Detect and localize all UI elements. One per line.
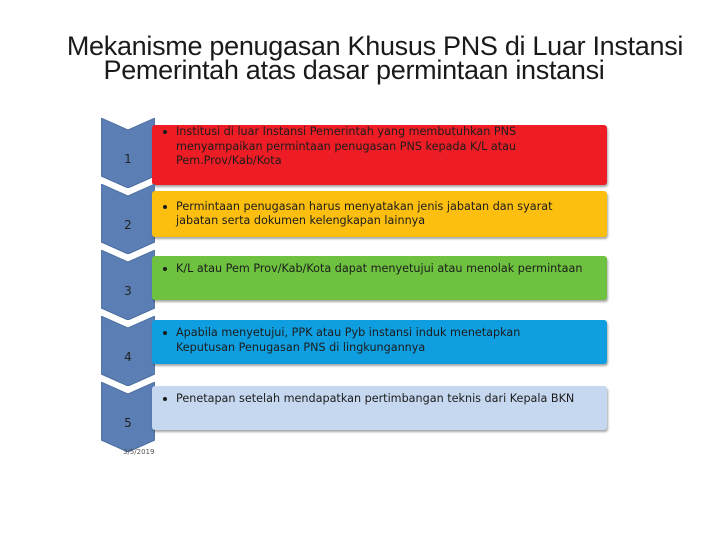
step-1-text: Institusi di luar Instansi Pemerintah yang membutuhkan PNS menyampaikan permintaan penugasan PNS kepada K/L atau Pem.Prov/Kab/Kota — [160, 125, 583, 169]
step-4-box — [152, 320, 607, 364]
step-1-box — [152, 125, 607, 185]
step-4-number: 4 — [124, 350, 132, 364]
step-3-box — [152, 256, 607, 300]
step-1-number: 1 — [124, 152, 132, 166]
step-4-text: Apabila menyetujui, PPK atau Pyb instansi induk menetapkan Keputusan Penugasan PNS di lingkungannya — [160, 326, 583, 355]
step-3-number: 3 — [124, 284, 132, 298]
step-2-number: 2 — [124, 218, 132, 232]
step-5-number: 5 — [124, 416, 132, 430]
step-1-chevron — [101, 118, 155, 188]
step-5-box — [152, 386, 607, 430]
step-3-chevron — [101, 250, 155, 320]
step-5-chevron — [101, 382, 155, 452]
step-5-text: Penetapan setelah mendapatkan pertimbangan teknis dari Kepala BKN — [160, 392, 574, 407]
title-line-1: Mekanisme penugasan Khusus PNS di Luar Instansi — [66, 31, 684, 61]
title-line-2: Pemerintah atas dasar permintaan instansi — [103, 55, 605, 85]
step-4-chevron — [101, 316, 155, 386]
slide-title — [0, 31, 720, 85]
step-2-chevron — [101, 184, 155, 254]
step-3-text: K/L atau Pem Prov/Kab/Kota dapat menyetujui atau menolak permintaan — [160, 262, 582, 277]
step-2-text: Permintaan penugasan harus menyatakan jenis jabatan dan syarat jabatan serta dokumen kelengkapan lainnya — [160, 200, 583, 229]
step-2-box — [152, 191, 607, 237]
footer-date: 3/5/2019 — [123, 448, 155, 456]
